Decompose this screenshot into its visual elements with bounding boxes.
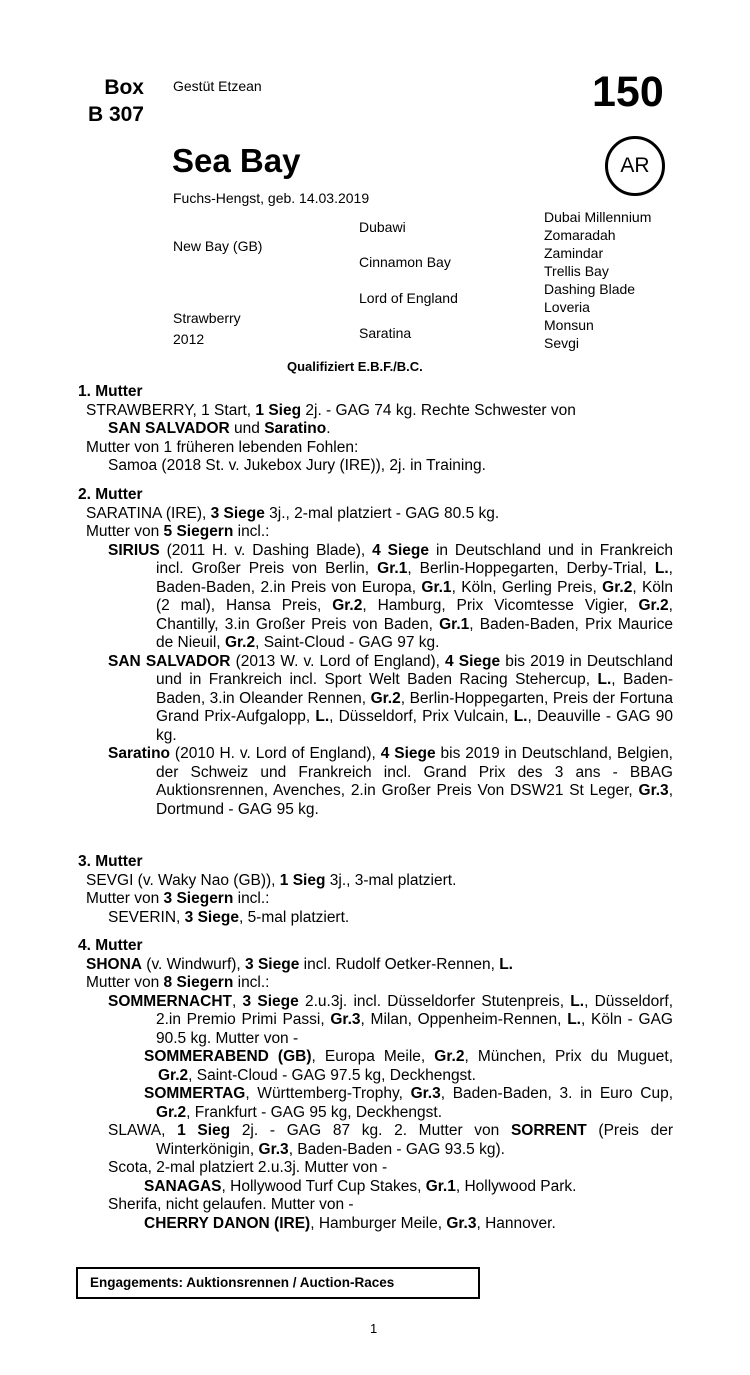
- winners-intro: Mutter von 3 Siegern incl.:: [86, 890, 270, 907]
- progeny-entry-cherry-danon: CHERRY DANON (IRE), Hamburger Meile, Gr.3, Hannover.: [144, 1214, 556, 1232]
- section-heading: 2. Mutter: [78, 486, 143, 503]
- progeny-entry: SEVERIN, 3 Siege, 5-mal platziert.: [108, 908, 350, 926]
- progeny-entry-sommerabend: SOMMERABEND (GB), Europa Meile, Gr.2, München, Prix du Muguet, Gr.2, Saint-Cloud - GAG 97.5 kg, Deckhengst.: [144, 1048, 673, 1084]
- horse-description: Fuchs-Hengst, geb. 14.03.2019: [173, 190, 370, 206]
- pedigree-dam-year: 2012: [173, 331, 205, 347]
- page-number: 1: [370, 1321, 378, 1336]
- pedigree-g3: Dashing Blade: [544, 281, 636, 297]
- progeny-entry-sommernacht: SOMMERNACHT, 3 Siege 2.u.3j. incl. Düsseldorfer Stutenpreis, L., Düsseldorf, 2.in Premio Primi Passi, Gr.3, Milan, Oppenheim-Rennen, L., Köln - GAG 90.5 kg. Mutter von -: [108, 992, 674, 1047]
- section-first-dam: [78, 383, 673, 476]
- progeny-entry-san-salvador: SAN SALVADOR (2013 W. v. Lord of England), 4 Siege bis 2019 in Deutschland und in Frankreich incl. Sport Welt Baden Racing Stehercup, L., Baden-Baden, 3.in Oleander Rennen, Gr.2, Berlin-Hoppegarten, Preis der Fortuna Grand Prix-Aufgalopp, L., Düsseldorf, Prix Vulcain, L., Deauville - GAG 90 kg.: [108, 652, 673, 744]
- box-label: Box B 307: [87, 76, 144, 126]
- progeny-entry-slawa: SLAWA, 1 Sieg 2j. - GAG 87 kg. 2. Mutter von SORRENT (Preis der Winterkönigin, Gr.3, Baden-Baden - GAG 93.5 kg).: [108, 1122, 673, 1158]
- pedigree-dam-sire: Lord of England: [359, 290, 458, 306]
- progeny-entry-sanagas: SANAGAS, Hollywood Turf Cup Stakes, Gr.1, Hollywood Park.: [144, 1177, 577, 1195]
- progeny-entry-scota: Scota, 2-mal platziert 2.u.3j. Mutter von -: [108, 1159, 388, 1176]
- progeny-entry-sommertag: SOMMERTAG, Württemberg-Trophy, Gr.3, Baden-Baden, 3. in Euro Cup, Gr.2, Frankfurt - GAG 95 kg, Deckhengst.: [144, 1085, 674, 1121]
- progeny-entry-sherifa: Sherifa, nicht gelaufen. Mutter von -: [108, 1196, 354, 1213]
- stud-name: Gestüt Etzean: [173, 78, 262, 94]
- horse-name: Sea Bay: [172, 142, 301, 179]
- winners-intro: Mutter von 5 Siegern incl.:: [86, 523, 270, 540]
- pedigree-g3: Dubai Millennium: [544, 209, 652, 225]
- pedigree-sire-dam: Cinnamon Bay: [359, 254, 451, 270]
- section-heading: 4. Mutter: [78, 937, 143, 954]
- pedigree-g3: Loveria: [544, 299, 590, 315]
- section-fourth-dam: [78, 937, 673, 1233]
- dam-record: SHONA (v. Windwurf), 3 Siege incl. Rudolf Oetker-Rennen, L.: [86, 955, 513, 973]
- pedigree-dam: Strawberry: [173, 310, 241, 326]
- foal-entry: Samoa (2018 St. v. Jukebox Jury (IRE)), 2j. in Training.: [108, 457, 486, 474]
- winners-intro: Mutter von 8 Siegern incl.:: [86, 974, 270, 991]
- section-third-dam: [78, 853, 673, 927]
- foals-intro: Mutter von 1 früheren lebenden Fohlen:: [86, 438, 359, 456]
- progeny-entry-sirius: SIRIUS (2011 H. v. Dashing Blade), 4 Siege in Deutschland und in Frankreich incl. Großer Preis von Berlin, Gr.1, Berlin-Hoppegarten, Derby-Trial, L., Baden-Baden, 2.in Preis von Europa, Gr.1, Köln, Gerling Preis, Gr.2, Köln (2 mal), Hansa Preis, Gr.2, Hamburg, Prix Vicomtesse Vigier, Gr.2, Chantilly, 3.in Großer Preis von Baden, Gr.1, Baden-Baden, Prix Maurice de Nieuil, Gr.2, Saint-Cloud - GAG 97 kg.: [108, 541, 674, 651]
- dam-record: SEVGI (v. Waky Nao (GB)), 1 Sieg 3j., 3-mal platziert.: [86, 871, 457, 889]
- pedigree-g3: Trellis Bay: [544, 263, 609, 279]
- pedigree-g3: Zomaradah: [544, 227, 616, 243]
- pedigree-g3: Sevgi: [544, 335, 580, 351]
- pedigree-sire-sire: Dubawi: [359, 219, 406, 235]
- dam-record: STRAWBERRY, 1 Start, 1 Sieg 2j. - GAG 74 kg. Rechte Schwester von: [86, 401, 576, 419]
- ar-badge: AR: [605, 136, 665, 196]
- qualification-note: Qualifiziert E.B.F./B.C.: [287, 359, 423, 374]
- progeny-entry-saratino: Saratino (2010 H. v. Lord of England), 4 Siege bis 2019 in Deutschland, Belgien, der Schweiz und Frankreich incl. Grand Prix des 3 ans - BBAG Auktionsrennen, Avenches, 2.in Großer Preis Von DSW21 St Leger, Gr.3, Dortmund - GAG 95 kg.: [108, 745, 673, 818]
- pedigree-dam-dam: Saratina: [359, 325, 412, 341]
- pedigree-g3: Zamindar: [544, 245, 604, 261]
- engagements-box: Engagements: Auktionsrennen / Auction-Races: [76, 1267, 480, 1299]
- lot-number: 150: [592, 68, 664, 116]
- section-second-dam: [78, 486, 673, 819]
- dam-siblings: SAN SALVADOR und Saratino.: [108, 420, 331, 437]
- section-heading: 1. Mutter: [78, 383, 143, 400]
- pedigree-sire: New Bay (GB): [173, 238, 263, 254]
- section-heading: 3. Mutter: [78, 853, 143, 870]
- pedigree-g3: Monsun: [544, 317, 594, 333]
- dam-record: SARATINA (IRE), 3 Siege 3j., 2-mal platziert - GAG 80.5 kg.: [86, 504, 500, 522]
